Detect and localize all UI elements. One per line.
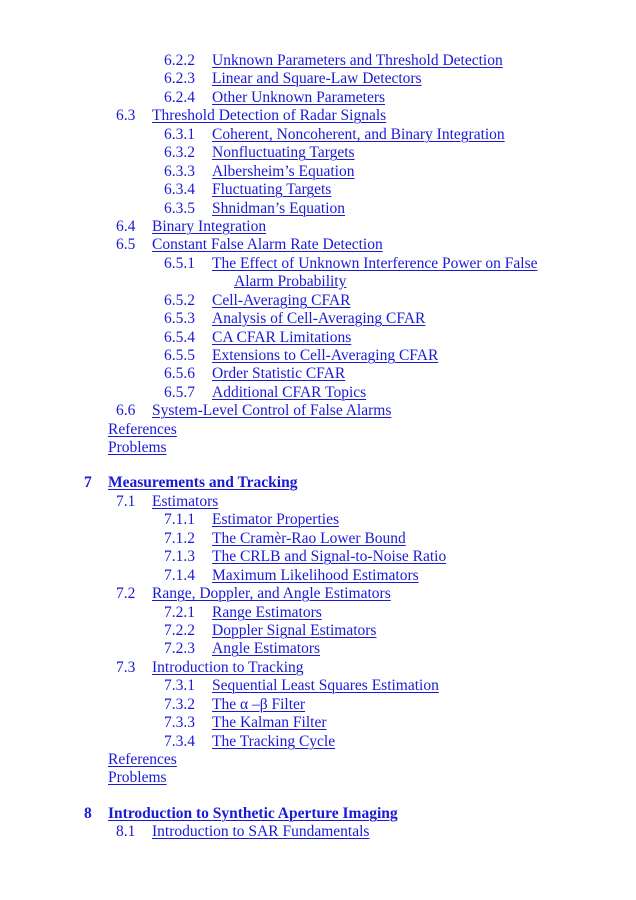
toc-entry-6-5-1[interactable]: [164, 255, 538, 273]
section-number: 6.3.5: [164, 200, 195, 217]
section-number: 7.1.1: [164, 511, 195, 528]
toc-entry-6-5[interactable]: [116, 236, 383, 254]
toc-entry-6-3-5[interactable]: [164, 200, 345, 218]
section-title: Sequential Least Squares Estimation: [212, 677, 439, 694]
section-number: 7.1.4: [164, 567, 195, 584]
toc-entry-problems-ch6[interactable]: [108, 439, 167, 457]
section-title: Problems: [108, 769, 167, 786]
section-title: The Effect of Unknown Interference Power on False: [212, 255, 538, 272]
chapter-title: Measurements and Tracking: [108, 474, 298, 491]
toc-entry-6-2-4[interactable]: [164, 89, 385, 107]
toc-entry-7-3-3[interactable]: [164, 714, 327, 732]
chapter-title: Introduction to Synthetic Aperture Imaging: [108, 805, 398, 822]
section-title: CA CFAR Limitations: [212, 329, 352, 346]
section-number: 8.1: [116, 823, 136, 840]
section-title: System-Level Control of False Alarms: [152, 402, 392, 419]
section-title: The Cramèr-Rao Lower Bound: [212, 530, 406, 547]
section-title: Unknown Parameters and Threshold Detection: [212, 52, 503, 69]
section-title: Introduction to Tracking: [152, 659, 304, 676]
toc-entry-6-3-4[interactable]: [164, 181, 331, 199]
toc-entry-6-5-7[interactable]: [164, 384, 366, 402]
section-number: 6.5.5: [164, 347, 195, 364]
toc-entry-7-2[interactable]: [116, 585, 391, 603]
toc-entry-7-1-1[interactable]: [164, 511, 339, 529]
section-title: Range Estimators: [212, 604, 322, 621]
section-number: 7.1.3: [164, 548, 195, 565]
section-title: Extensions to Cell-Averaging CFAR: [212, 347, 439, 364]
section-title: Maximum Likelihood Estimators: [212, 567, 419, 584]
section-title: Estimators: [152, 493, 219, 510]
section-title: Other Unknown Parameters: [212, 89, 386, 106]
toc-entry-7-3-1[interactable]: [164, 677, 439, 695]
toc-entry-6-3-1[interactable]: [164, 126, 505, 144]
section-number: 7.2.1: [164, 604, 195, 621]
toc-entry-references-ch7[interactable]: [108, 751, 177, 769]
toc-entry-7-1-2[interactable]: [164, 530, 406, 548]
toc-entry-7-3-4[interactable]: [164, 733, 335, 751]
section-title: Binary Integration: [152, 218, 267, 235]
section-number: 6.4: [116, 218, 136, 235]
section-title: Introduction to SAR Fundamentals: [152, 823, 370, 840]
toc-entry-6-5-2[interactable]: [164, 292, 350, 310]
section-number: 7.3.4: [164, 733, 195, 750]
section-number: 6.5.6: [164, 365, 195, 382]
toc-entry-6-4[interactable]: [116, 218, 266, 236]
section-number: 6.5.2: [164, 292, 195, 309]
section-number: 6.3.1: [164, 126, 195, 143]
chapter-number: 7: [84, 474, 92, 491]
section-number: 6.6: [116, 402, 136, 419]
toc-entry-6-3-2[interactable]: [164, 144, 355, 162]
toc-entry-7-1[interactable]: [116, 493, 218, 511]
section-number: 6.2.3: [164, 70, 195, 87]
section-number: 6.3.2: [164, 144, 195, 161]
section-title: Angle Estimators: [212, 640, 321, 657]
section-title: Problems: [108, 439, 167, 456]
section-title: Doppler Signal Estimators: [212, 622, 377, 639]
section-title: Threshold Detection of Radar Signals: [152, 107, 387, 124]
section-number: 6.5.7: [164, 384, 195, 401]
toc-entry-6-2-2[interactable]: [164, 52, 503, 70]
toc-entry-7-2-2[interactable]: [164, 622, 376, 640]
section-title: References: [108, 421, 177, 438]
section-number: 7.1.2: [164, 530, 195, 547]
section-number: 6.3.4: [164, 181, 195, 198]
toc-chapter-7[interactable]: [84, 474, 297, 492]
toc-entry-7-1-4[interactable]: [164, 567, 419, 585]
toc-entry-6-6[interactable]: [116, 402, 391, 420]
section-number: 7.2.2: [164, 622, 195, 639]
section-title: Coherent, Noncoherent, and Binary Integration: [212, 126, 505, 143]
section-number: 7.3.1: [164, 677, 195, 694]
toc-entry-6-5-6[interactable]: [164, 365, 345, 383]
section-title: Shnidman’s Equation: [212, 200, 346, 217]
toc-entry-6-3[interactable]: [116, 107, 386, 125]
section-title: Order Statistic CFAR: [212, 365, 346, 382]
section-title: References: [108, 751, 177, 768]
section-number: 6.5.1: [164, 255, 195, 272]
section-title: Fluctuating Targets: [212, 181, 332, 198]
section-title: Linear and Square-Law Detectors: [212, 70, 422, 87]
section-number: 7.3: [116, 659, 136, 676]
section-title: Analysis of Cell-Averaging CFAR: [212, 310, 426, 327]
section-title: Additional CFAR Topics: [212, 384, 367, 401]
section-number: 7.1: [116, 493, 136, 510]
section-title: Range, Doppler, and Angle Estimators: [152, 585, 391, 602]
toc-entry-problems-ch7[interactable]: [108, 769, 167, 787]
section-number: 6.3.3: [164, 163, 195, 180]
toc-entry-6-5-1-continuation[interactable]: Alarm Probability: [234, 273, 347, 290]
toc-entry-6-2-3[interactable]: [164, 70, 422, 88]
section-title: The Tracking Cycle: [212, 733, 336, 750]
section-number: 7.2.3: [164, 640, 195, 657]
section-number: 6.5: [116, 236, 136, 253]
toc-entry-6-5-5[interactable]: [164, 347, 438, 365]
toc-entry-7-3[interactable]: [116, 659, 304, 677]
section-title: Nonfluctuating Targets: [212, 144, 355, 161]
toc-entry-7-2-3[interactable]: [164, 640, 320, 658]
toc-entry-references-ch6[interactable]: [108, 421, 177, 439]
section-title: The α –β Filter: [212, 696, 306, 713]
toc-entry-6-5-3[interactable]: [164, 310, 425, 328]
section-number: 7.3.2: [164, 696, 195, 713]
section-number: 6.2.4: [164, 89, 195, 106]
chapter-number: 8: [84, 805, 92, 822]
section-number: 6.5.3: [164, 310, 195, 327]
toc-chapter-8[interactable]: [84, 805, 398, 823]
toc-entry-7-1-3[interactable]: [164, 548, 446, 566]
section-title: Estimator Properties: [212, 511, 339, 528]
toc-entry-6-3-3[interactable]: [164, 163, 355, 181]
section-number: 6.5.4: [164, 329, 195, 346]
toc-entry-8-1[interactable]: [116, 823, 369, 841]
section-title: The CRLB and Signal-to-Noise Ratio: [212, 548, 447, 565]
toc-entry-7-3-2[interactable]: [164, 696, 305, 714]
section-number: 7.2: [116, 585, 136, 602]
toc-entry-6-5-4[interactable]: [164, 329, 351, 347]
section-title: Albersheim’s Equation: [212, 163, 355, 180]
section-number: 6.3: [116, 107, 136, 124]
section-number: 6.2.2: [164, 52, 195, 69]
section-number: 7.3.3: [164, 714, 195, 731]
section-title: The Kalman Filter: [212, 714, 327, 731]
section-title: Cell-Averaging CFAR: [212, 292, 351, 309]
toc-entry-7-2-1[interactable]: [164, 604, 322, 622]
section-title: Constant False Alarm Rate Detection: [152, 236, 383, 253]
